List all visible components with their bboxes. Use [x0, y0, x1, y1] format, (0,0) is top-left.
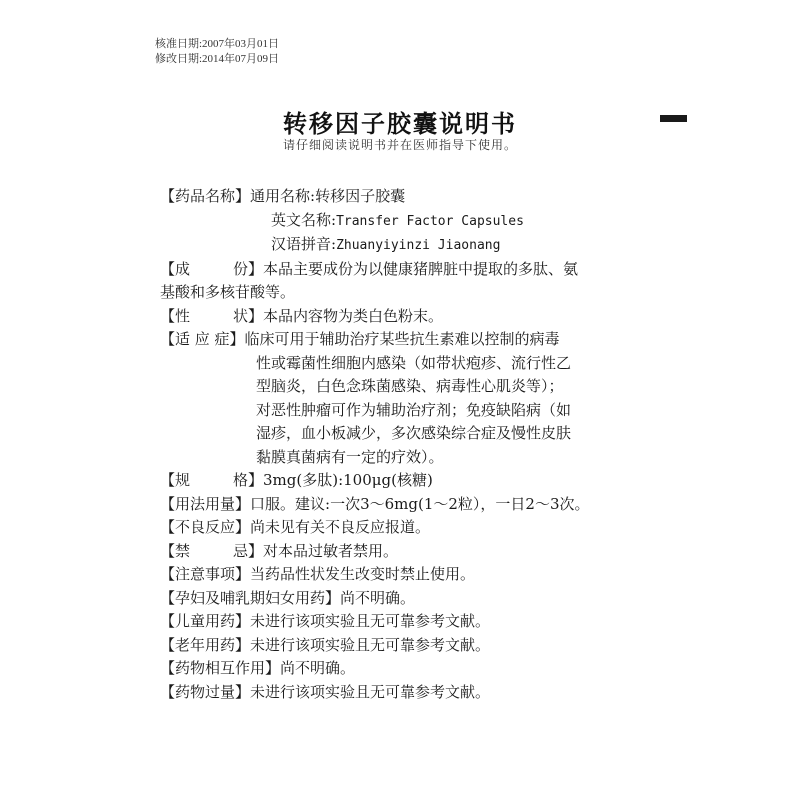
- dates-block: [155, 37, 279, 67]
- composition-row: [160, 258, 665, 282]
- approve-date: 核准日期:2007年03月01日: [155, 38, 280, 50]
- page-subtitle: 请仔细阅读说明书并在医师指导下使用。: [282, 138, 517, 152]
- indications-line: 临床可用于辅助治疗某些抗生素难以控制的病毒: [244, 330, 560, 348]
- indications-line-row: [160, 422, 665, 446]
- precautions-text: 当药品性状发生改变时禁止使用。: [250, 565, 476, 583]
- drug-name-label: 【药品名称】: [160, 187, 251, 205]
- indications-line-row: [160, 446, 665, 470]
- adverse-row: [160, 516, 665, 540]
- generic-name-label: 通用名称:: [250, 187, 316, 205]
- composition-text: 本品主要成份为以健康猪脾脏中提取的多肽、氨: [263, 259, 579, 278]
- contraindication-row: [160, 540, 665, 564]
- overdose-row: [160, 681, 665, 705]
- pinyin-row: [160, 233, 665, 258]
- indications-label: 【适 应 症】: [160, 330, 245, 348]
- character-row: [160, 305, 665, 329]
- pregnancy-row: [160, 587, 665, 611]
- pregnancy-text: 尚不明确。: [340, 588, 416, 607]
- interaction-text: 尚不明确。: [280, 659, 356, 677]
- usage-label: 【用法用量】: [160, 494, 251, 513]
- composition-label: 【成 份】: [160, 259, 263, 278]
- indications-line: 型脑炎，白色念珠菌感染、病毒性心肌炎等）；: [256, 377, 564, 395]
- indications-line: 对恶性肿瘤可作为辅助治疗剂；免疫缺陷病（如: [256, 400, 572, 419]
- geriatric-row: [160, 634, 665, 658]
- character-label: 【性 状】: [160, 306, 263, 325]
- indications-line: 黏膜真菌病有一定的疗效）。: [256, 447, 444, 466]
- pinyin-label: 汉语拼音:: [271, 235, 337, 253]
- indications-line-row: [160, 352, 665, 376]
- pediatric-label: 【儿童用药】: [160, 612, 251, 630]
- indications-line: 湿疹，血小板减少，多次感染综合症及慢性皮肤: [256, 424, 572, 442]
- usage-text: 口服。建议:一次3～6mg(1～2粒），一日2～3次。: [250, 494, 590, 513]
- pinyin-name: Zhuanyiyinzi Jiaonang: [336, 238, 501, 253]
- pregnancy-label: 【孕妇及哺乳期妇女用药】: [160, 588, 341, 607]
- adverse-text: 尚未见有关不良反应报道。: [250, 518, 431, 536]
- pediatric-text: 未进行该项实验且无可靠参考文献。: [250, 612, 491, 630]
- pediatric-row: [160, 610, 665, 634]
- english-name-label: 英文名称:: [271, 210, 337, 229]
- geriatric-text: 未进行该项实验且无可靠参考文献。: [250, 635, 491, 654]
- insert-body: [160, 185, 665, 704]
- indications-line-row: [160, 375, 665, 399]
- indications-line-row: [160, 399, 665, 423]
- contraindication-text: 对本品过敏者禁用。: [263, 541, 399, 560]
- generic-name: 转移因子胶囊: [315, 187, 406, 205]
- specification-text: 3mg(多肽):100μg(核糖): [263, 471, 433, 489]
- specification-row: [160, 469, 665, 493]
- specification-label: 【规 格】: [160, 471, 263, 489]
- english-name-row: [160, 209, 665, 234]
- character-text: 本品内容物为类白色粉末。: [263, 306, 444, 325]
- page-title: 转移因子胶囊说明书: [283, 110, 517, 138]
- drug-name-row: [160, 185, 665, 209]
- overdose-text: 未进行该项实验且无可靠参考文献。: [250, 682, 491, 701]
- composition-row-cont: [160, 281, 665, 305]
- interaction-row: [160, 657, 665, 681]
- adverse-label: 【不良反应】: [160, 518, 251, 536]
- usage-row: [160, 493, 665, 517]
- precautions-row: [160, 563, 665, 587]
- indications-line: 性或霉菌性细胞内感染（如带状疱疹、流行性乙: [256, 353, 572, 372]
- precautions-label: 【注意事项】: [160, 565, 251, 583]
- english-name: Transfer Factor Capsules: [336, 213, 524, 229]
- interaction-label: 【药物相互作用】: [160, 659, 281, 677]
- indications-row: [160, 328, 665, 352]
- overdose-label: 【药物过量】: [160, 682, 251, 701]
- modify-date: 修改日期:2014年07月09日: [155, 53, 280, 65]
- contraindication-label: 【禁 忌】: [160, 541, 263, 560]
- composition-text-cont: 基酸和多核苷酸等。: [160, 283, 296, 301]
- geriatric-label: 【老年用药】: [160, 635, 251, 654]
